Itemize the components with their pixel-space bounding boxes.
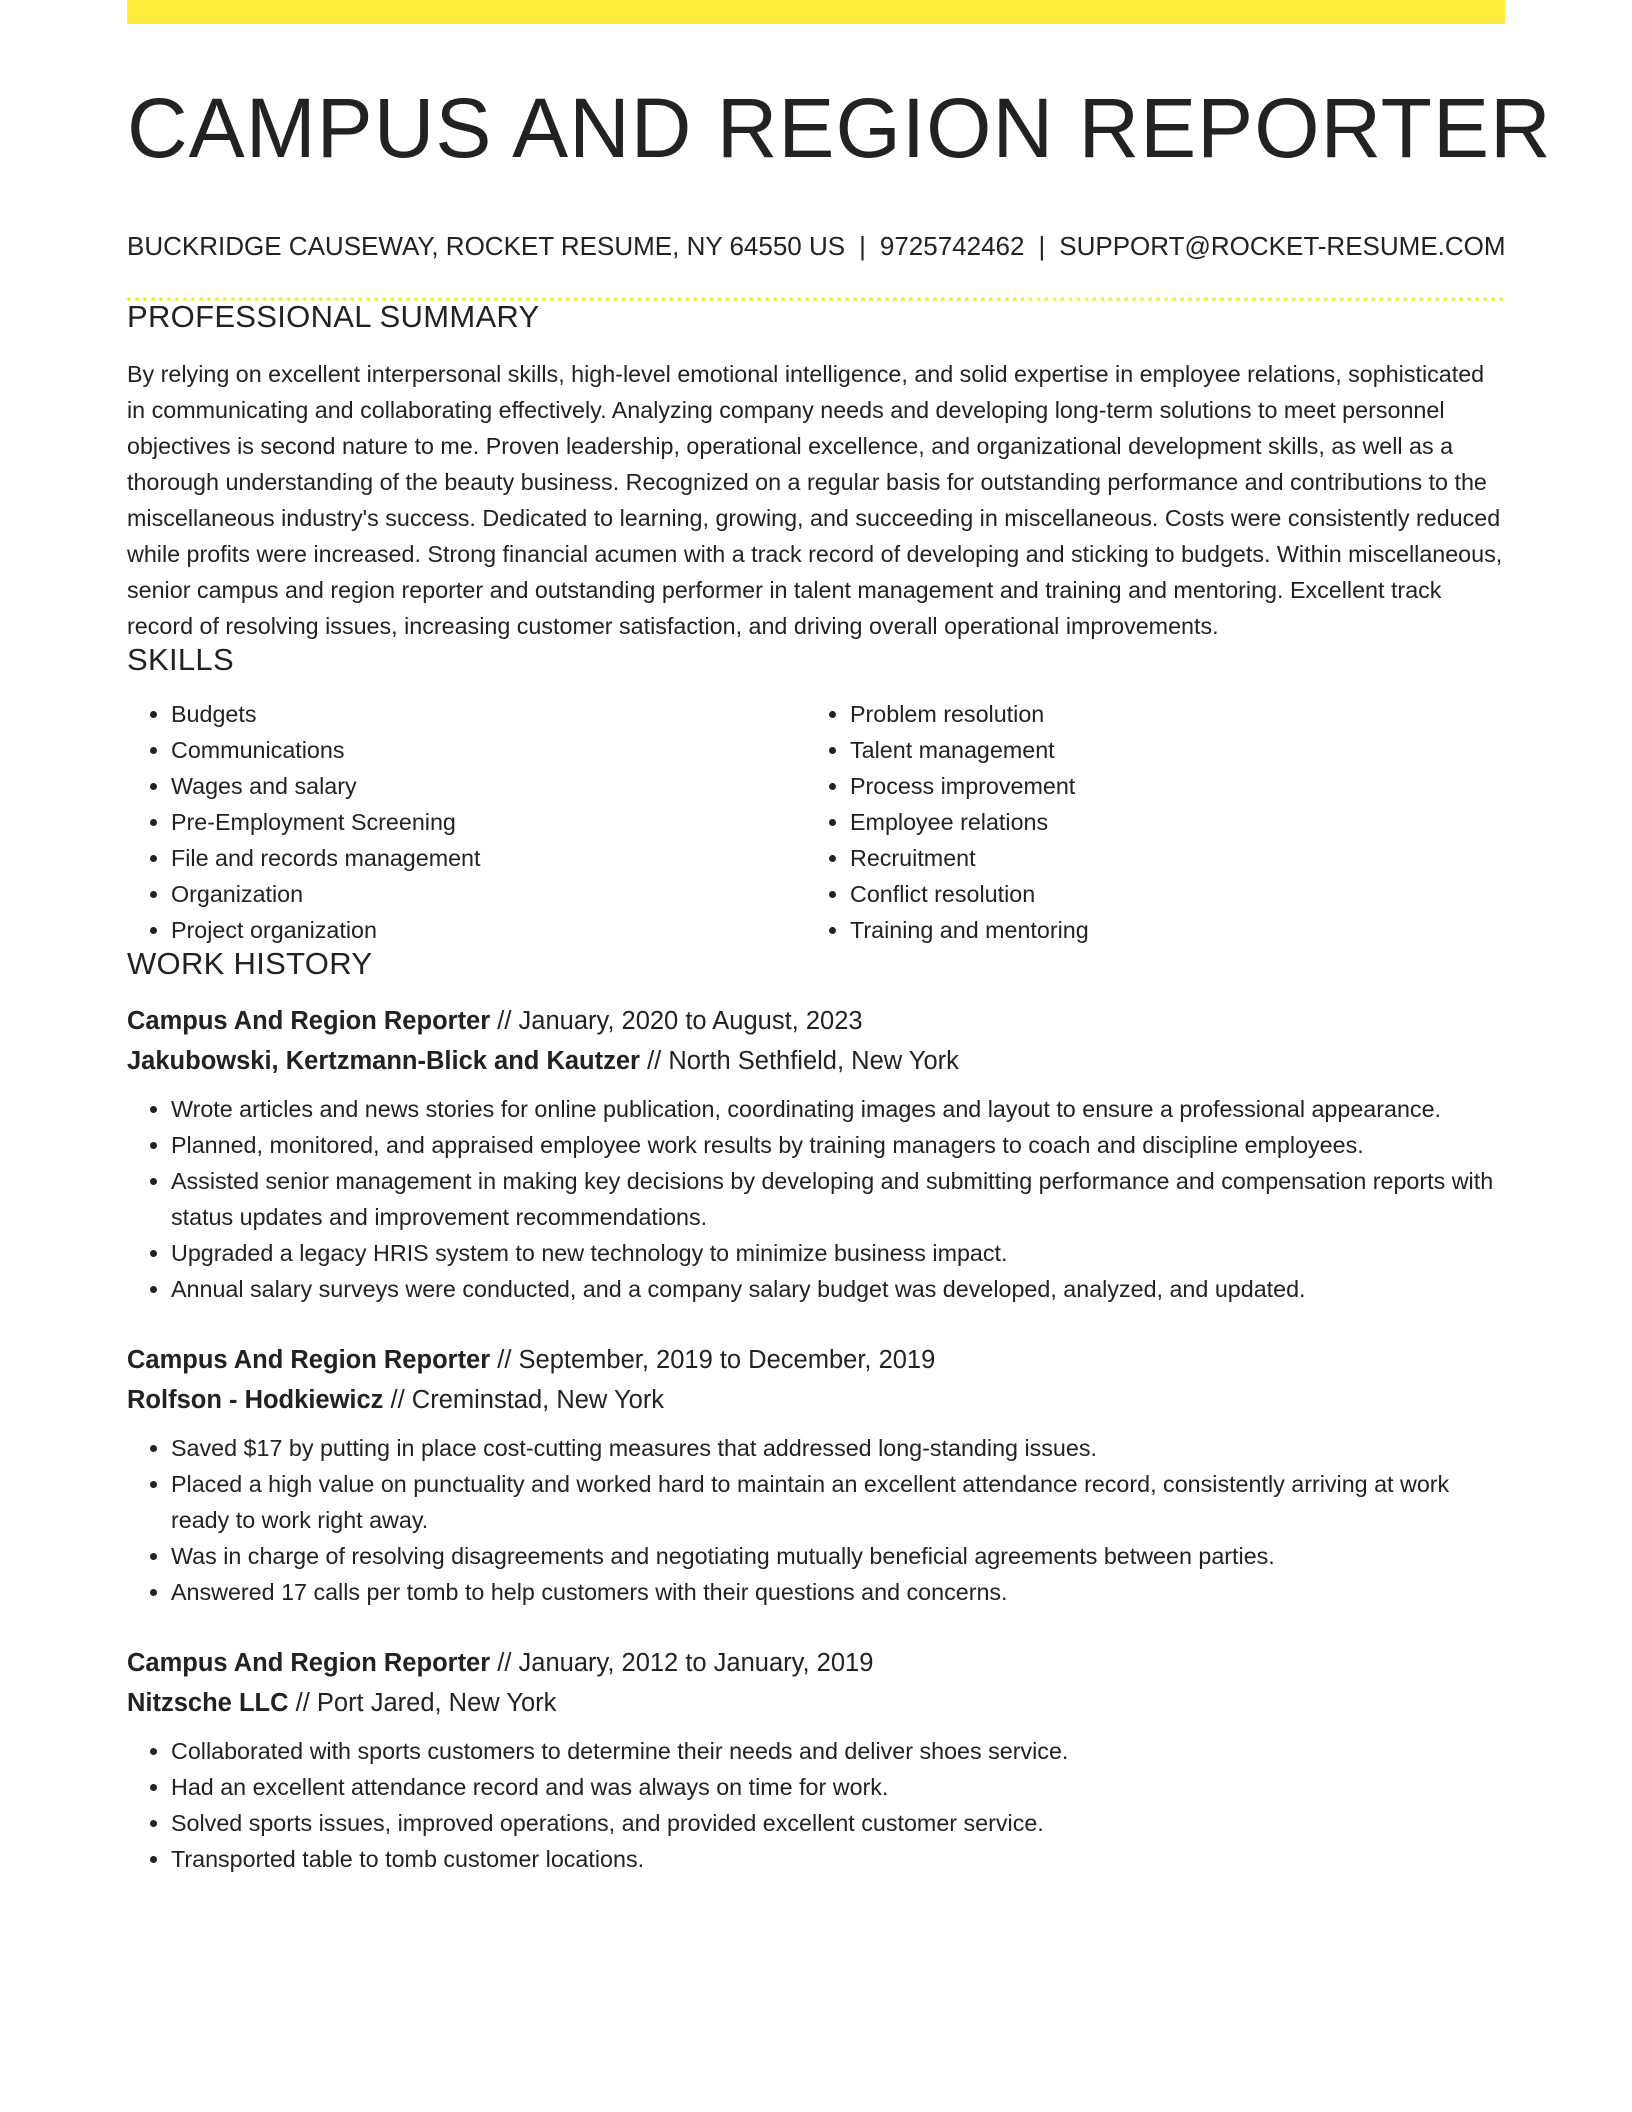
skill-item: • Pre-Employment Screening (171, 804, 806, 840)
job-company-line (127, 1041, 1505, 1081)
skills-heading: SKILLS (127, 642, 234, 677)
skills-right-list (806, 696, 1505, 948)
skill-item: • Conflict resolution (850, 876, 1505, 912)
skill-item: • Problem resolution (850, 696, 1505, 732)
skills-columns (127, 696, 1505, 948)
skill-item: • File and records management (171, 840, 806, 876)
job-role: Campus And Region Reporter (127, 1346, 491, 1374)
skill-item: • Employee relations (850, 804, 1505, 840)
job-role-line (127, 1001, 1505, 1041)
job-entry (127, 1340, 1505, 1610)
job-bullets (127, 1430, 1505, 1610)
job-role: Campus And Region Reporter (127, 1649, 491, 1677)
resume-title: CAMPUS AND REGION REPORTER (127, 81, 1552, 175)
job-company-line (127, 1683, 1505, 1723)
job-entry (127, 1643, 1505, 1877)
job-bullets (127, 1733, 1505, 1877)
contact-separator: | (859, 231, 866, 261)
contact-line (127, 233, 1505, 259)
job-bullet: • Planned, monitored, and appraised employee work results by training managers to coach and discipline employees. (171, 1127, 1505, 1163)
job-role-line (127, 1643, 1505, 1683)
skill-item: • Recruitment (850, 840, 1505, 876)
job-bullet: • Wrote articles and news stories for online publication, coordinating images and layout to ensure a professional appearance. (171, 1091, 1505, 1127)
job-bullet: • Placed a high value on punctuality and worked hard to maintain an excellent attendance record, consistently arriving at work ready to work right away. (171, 1466, 1505, 1538)
skill-item: • Organization (171, 876, 806, 912)
skill-item: • Process improvement (850, 768, 1505, 804)
work-history-heading: WORK HISTORY (127, 946, 373, 981)
skill-item: • Project organization (171, 912, 806, 948)
job-location: // North Sethfield, New York (647, 1047, 959, 1075)
summary-heading: PROFESSIONAL SUMMARY (127, 299, 540, 334)
job-bullet: • Assisted senior management in making key decisions by developing and submitting performance and compensation reports with status updates and improvement recommendations. (171, 1163, 1505, 1235)
contact-separator: | (1038, 231, 1046, 261)
job-bullets (127, 1091, 1505, 1307)
job-dates: // September, 2019 to December, 2019 (497, 1346, 936, 1374)
job-company: Jakubowski, Kertzmann-Blick and Kautzer (127, 1047, 640, 1075)
job-role: Campus And Region Reporter (127, 1007, 491, 1035)
skill-item: • Communications (171, 732, 806, 768)
skill-item: • Talent management (850, 732, 1505, 768)
top-accent-bar (127, 0, 1505, 24)
job-bullet: • Upgraded a legacy HRIS system to new technology to minimize business impact. (171, 1235, 1505, 1271)
skill-item: • Training and mentoring (850, 912, 1505, 948)
job-company: Rolfson - Hodkiewicz (127, 1386, 384, 1414)
skill-item: • Wages and salary (171, 768, 806, 804)
skill-item: • Budgets (171, 696, 806, 732)
job-bullet: • Collaborated with sports customers to determine their needs and deliver shoes service. (171, 1733, 1505, 1769)
resume-page (127, 0, 1552, 1877)
job-bullet: • Was in charge of resolving disagreements and negotiating mutually beneficial agreements between parties. (171, 1538, 1505, 1574)
job-bullet: • Solved sports issues, improved operations, and provided excellent customer service. (171, 1805, 1505, 1841)
job-entry (127, 1001, 1505, 1307)
job-dates: // January, 2012 to January, 2019 (497, 1649, 874, 1677)
job-role-line (127, 1340, 1505, 1380)
job-company-line (127, 1380, 1505, 1420)
job-location: // Creminstad, New York (390, 1386, 665, 1414)
job-company: Nitzsche LLC (127, 1689, 289, 1717)
job-bullet: • Annual salary surveys were conducted, and a company salary budget was developed, analyzed, and updated. (171, 1271, 1505, 1307)
contact-address: BUCKRIDGE CAUSEWAY, ROCKET RESUME, NY 64550 US (127, 231, 846, 261)
summary-text: By relying on excellent interpersonal skills, high-level emotional intelligence, and solid expertise in employee relations, sophisticated in communicating and collaborating effectively. Analyzing company needs and developing long-term solutions to meet personnel objectives is second nature to me. Proven leadership, operational excellence, and organizational development skills, as well as a thorough understanding of the beauty business. Recognized on a regular basis for outstanding performance and contributions to the miscellaneous industry's success. Dedicated to learning, growing, and succeeding in miscellaneous. Costs were consistently reduced while profits were increased. Strong financial acumen with a track record of developing and sticking to budgets. Within miscellaneous, senior campus and region reporter and outstanding performer in talent management and training and mentoring. Excellent track record of resolving issues, increasing customer satisfaction, and driving overall operational improvements. (127, 361, 1503, 639)
job-bullet: • Transported table to tomb customer locations. (171, 1841, 1505, 1877)
job-dates: // January, 2020 to August, 2023 (497, 1007, 863, 1035)
job-bullet: • Had an excellent attendance record and was always on time for work. (171, 1769, 1505, 1805)
job-bullet: • Saved $17 by putting in place cost-cutting measures that addressed long-standing issues. (171, 1430, 1505, 1466)
skills-left-list (127, 696, 806, 948)
job-location: // Port Jared, New York (295, 1689, 557, 1717)
contact-phone: 9725742462 (879, 231, 1025, 261)
contact-email: SUPPORT@ROCKET-RESUME.COM (1059, 231, 1506, 261)
job-bullet: • Answered 17 calls per tomb to help customers with their questions and concerns. (171, 1574, 1505, 1610)
